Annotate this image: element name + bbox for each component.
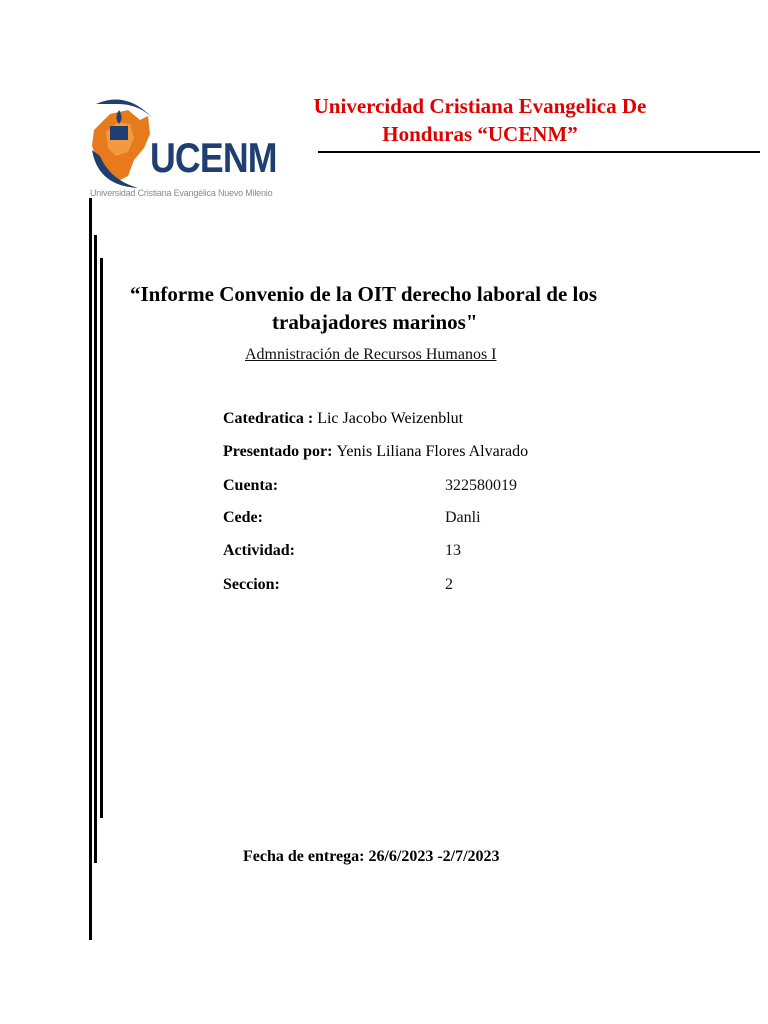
- logo-wordmark: UCENM: [150, 134, 277, 181]
- actividad-value: 13: [445, 542, 461, 559]
- logo-subtitle: Universidad Cristiana Evangélica Nuevo Milenio: [90, 188, 273, 198]
- presentado-row: [223, 443, 528, 461]
- cuenta-value: 322580019: [445, 477, 517, 494]
- university-title-line1: Univercidad Cristiana Evangelica De: [313, 94, 647, 118]
- catedratica-label: Catedratica :: [223, 410, 314, 427]
- course-name: Admnistración de Recursos Humanos I: [245, 346, 497, 363]
- left-border-line-inner: [100, 258, 103, 818]
- cede-value: Danli: [445, 509, 481, 526]
- emblem-book: [110, 126, 128, 140]
- title-underline-rule: [318, 151, 760, 153]
- catedratica-value: Lic Jacobo Weizenblut: [317, 410, 464, 427]
- left-border-line-middle: [94, 235, 97, 863]
- ucenm-logo: [88, 90, 277, 202]
- report-title-line2: trabajadores marinos": [272, 310, 478, 334]
- cede-label: Cede:: [223, 509, 263, 526]
- report-title-line1: “Informe Convenio de la OIT derecho laboral de los: [130, 282, 598, 306]
- report-title: [130, 280, 660, 336]
- seccion-value: 2: [445, 576, 453, 593]
- university-title: [270, 92, 690, 148]
- cuenta-label: Cuenta:: [223, 477, 279, 494]
- presentado-value: Yenis Liliana Flores Alvarado: [336, 443, 529, 460]
- presentado-label: Presentado por:: [223, 443, 333, 460]
- delivery-date: Fecha de entrega: 26/6/2023 -2/7/2023: [243, 848, 500, 865]
- left-border-line-outer: [89, 198, 92, 940]
- university-title-line2: Honduras “UCENM”: [382, 122, 578, 146]
- seccion-label: Seccion:: [223, 576, 280, 593]
- catedratica-row: [223, 410, 463, 428]
- actividad-label: Actividad:: [223, 542, 295, 559]
